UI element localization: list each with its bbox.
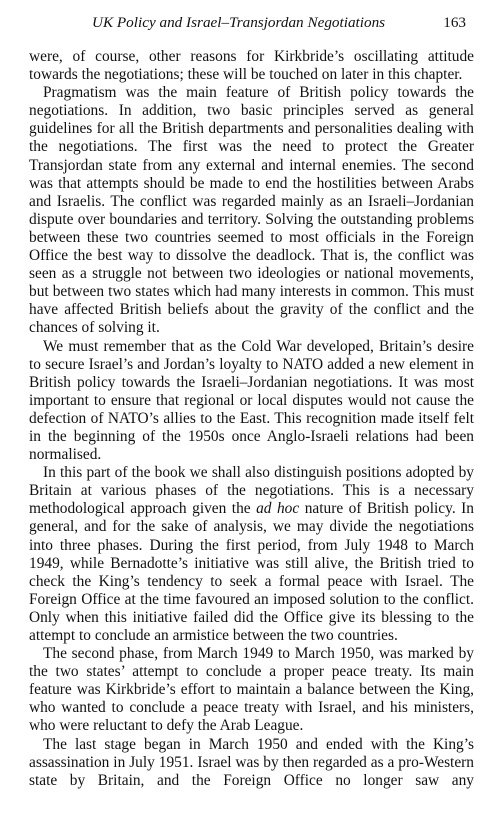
paragraph: The second phase, from March 1949 to March 1950, was marked by the two states’ attempt to conclude a proper peace treaty. Its main feature was Kirkbride’s effort to maintain a balance between the King, who wanted to conclude a peace treaty with Israel, and his ministers, who were reluctant to defy the Arab League. (29, 645, 474, 735)
paragraph: We must remember that as the Cold War developed, Britain’s desire to secure Israel’s and Jordan’s loyalty to NATO added a new element in British policy towards the Israeli–Jordanian negotiations. It was most important to ensure that regional or local disputes would not cause the defection of NATO’s allies to the East. This recognition made itself felt in the beginning of the 1950s once Anglo-Israeli relations had been normalised. (29, 337, 474, 464)
body-text (29, 48, 474, 790)
paragraph-text: nature of British policy. In general, and for the sake of analysis, we may divide the negotiations into three phases. During the first period, from July 1948 to March 1949, while Bernadotte’s initiative was still alive, the British tried to check the King’s tendency to seek a formal peace with Israel. The Foreign Office at the time favoured an imposed solution to the conflict. Only when this initiative failed did the Office give its blessing to the attempt to conclude an armistice between the two countries. (29, 500, 474, 644)
paragraph: The last stage began in March 1950 and ended with the King’s assassination in July 1951. Israel was by then regarded as a pro-Western state by Britain, and the Foreign Office no longer saw any (29, 735, 474, 789)
paragraph (29, 464, 474, 645)
page-number: 163 (443, 14, 466, 31)
running-title: UK Policy and Israel–Transjordan Negotiations (92, 14, 386, 31)
italic-term: ad hoc (256, 500, 300, 518)
paragraph: were, of course, other reasons for Kirkbride’s oscillating attitude towards the negotiations; these will be touched on later in this chapter. (29, 48, 474, 84)
page-header (52, 14, 466, 36)
paragraph: Pragmatism was the main feature of British policy towards the negotiations. In addition, two basic principles served as general guidelines for all the British departments and personalities dealing with the negotiations. The first was the need to protect the Greater Transjordan state from any external and internal enemies. The second was that attempts should be made to end the hostilities between Arabs and Israelis. The conflict was regarded mainly as an Israeli–Jordanian dispute over boundaries and territory. Solving the outstanding problems between these two countries seemed to most officials in the Foreign Office the best way to dissolve the deadlock. That is, the conflict was seen as a struggle not between two ideologies or national movements, but between two states which had many interests in common. This must have affected British beliefs about the gravity of the conflict and the chances of solving it. (29, 84, 474, 337)
paragraph-text: In this part of the book we shall also distinguish positions adopted by Britain at various phases of the negotiations. This is a necessary methodological approach given the (29, 464, 474, 518)
